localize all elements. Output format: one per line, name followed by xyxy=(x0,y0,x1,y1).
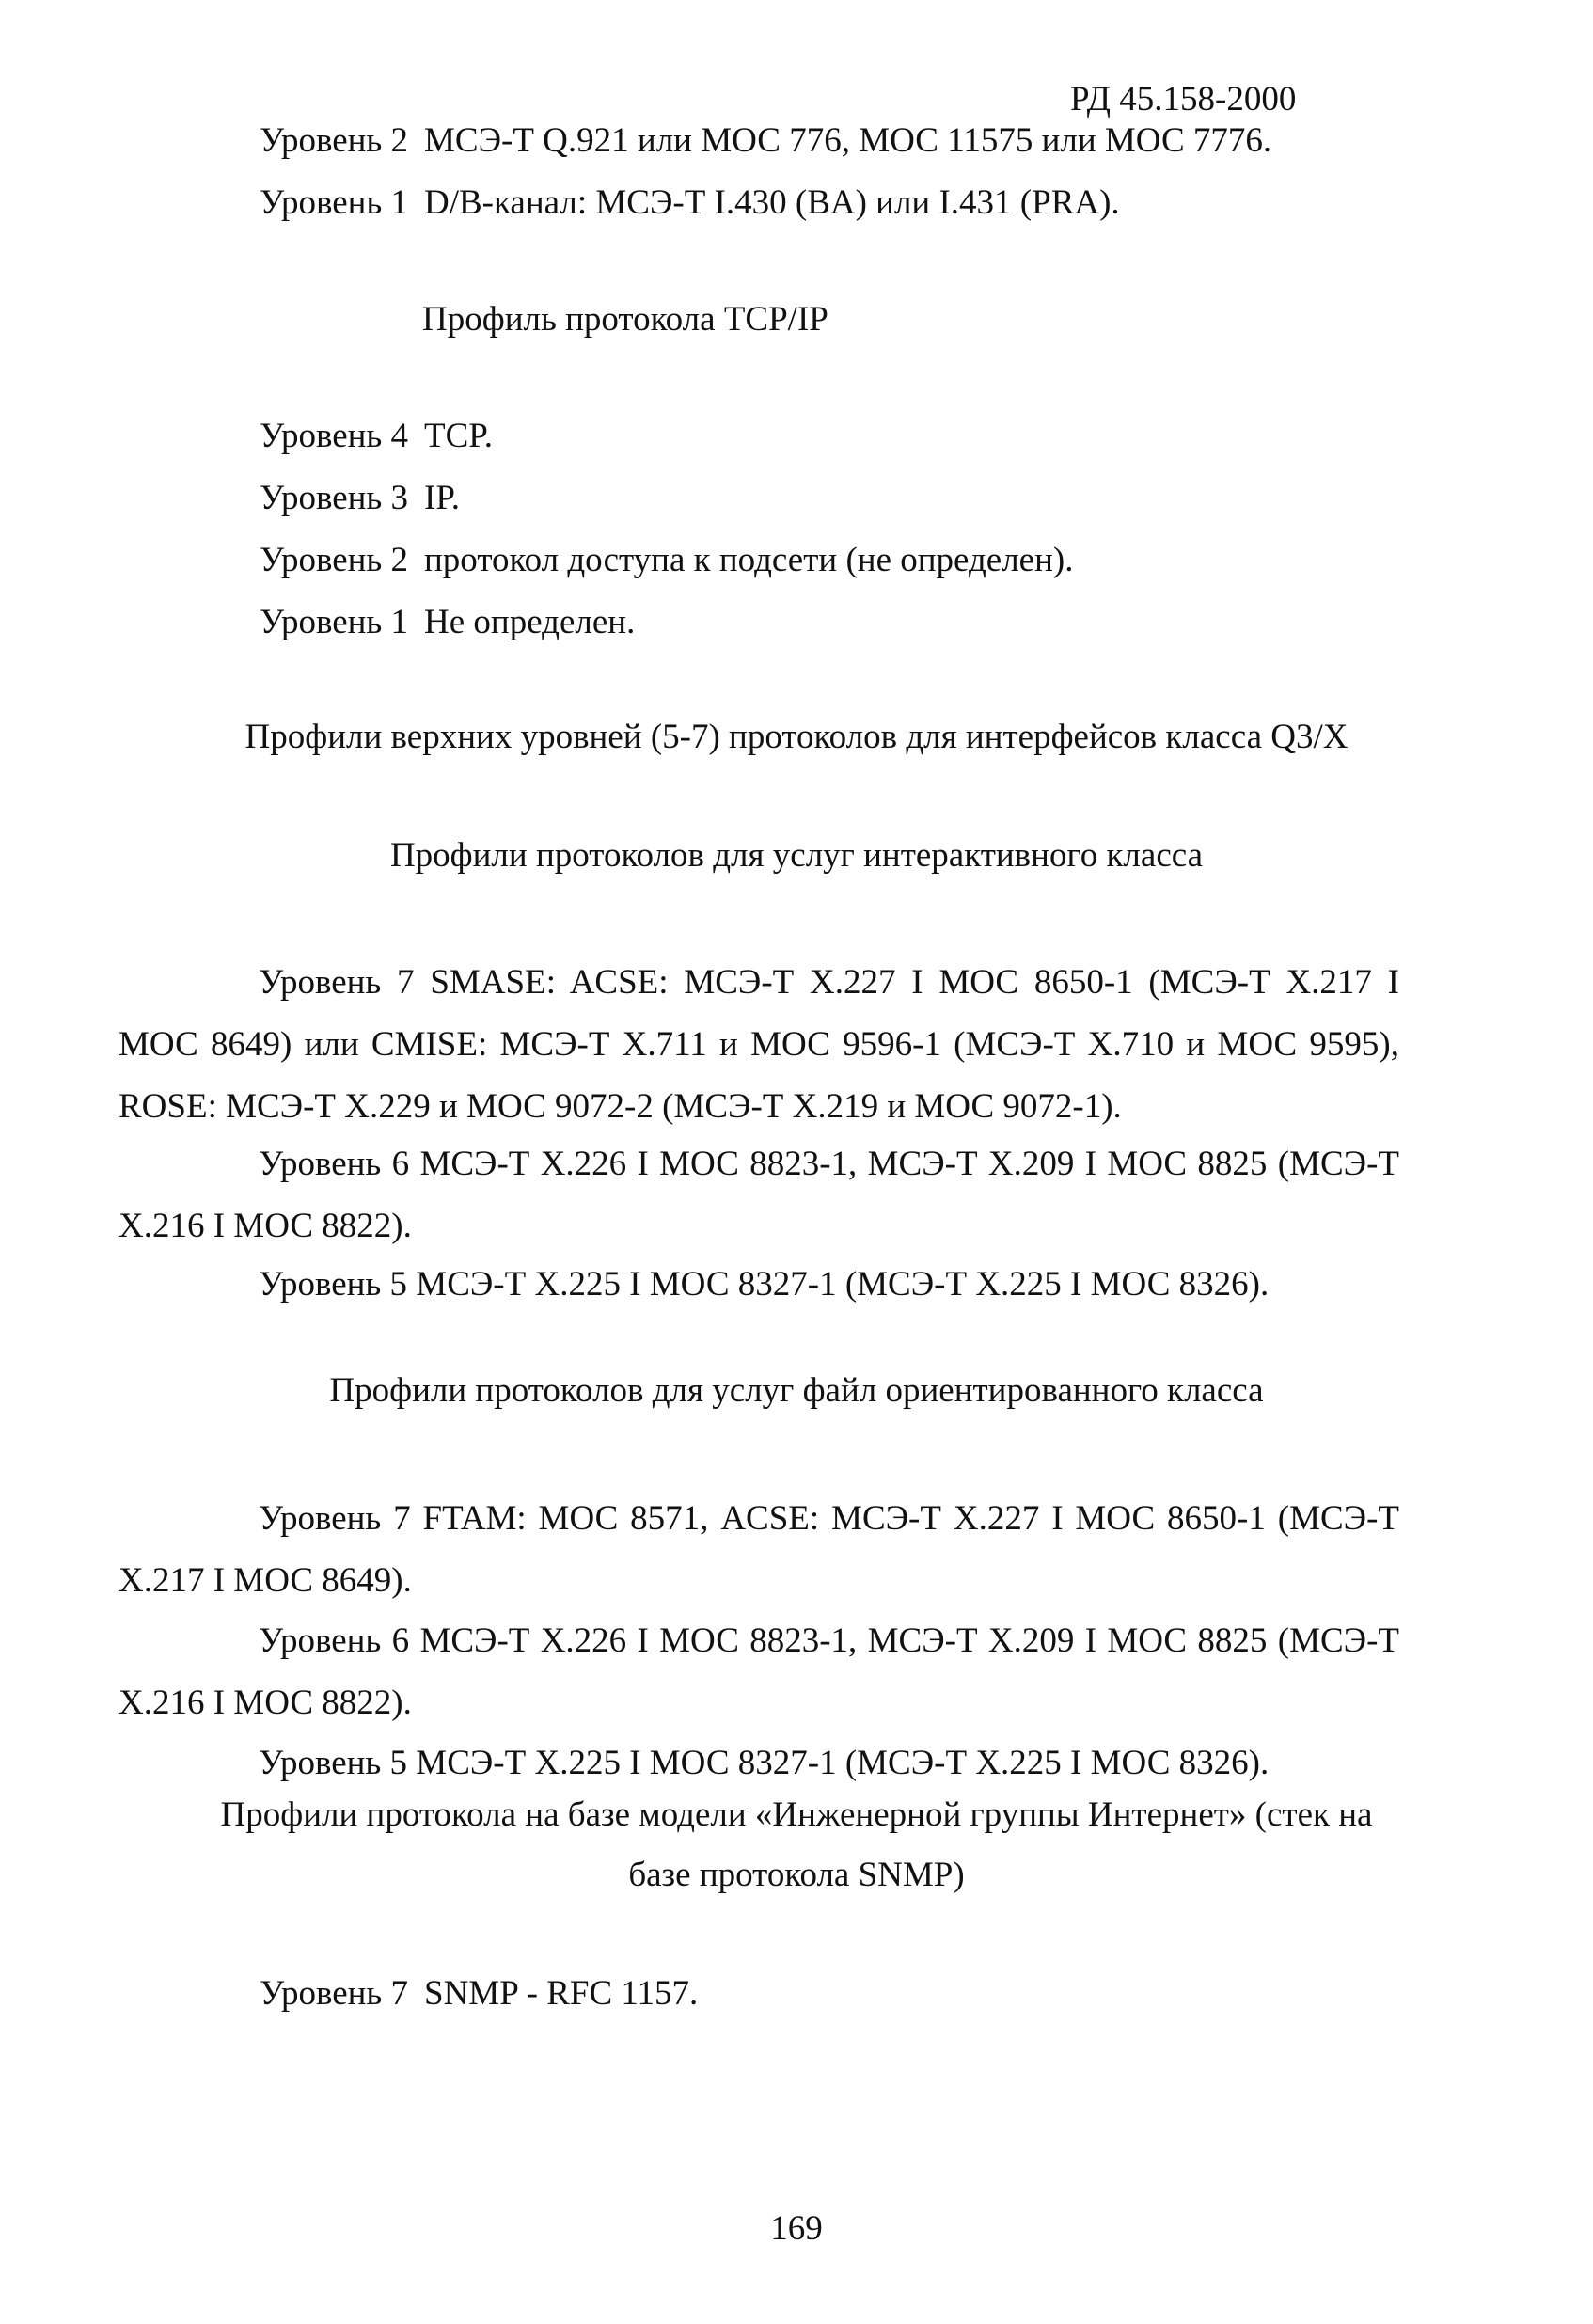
level-line xyxy=(260,120,1271,161)
level-text: IP. xyxy=(424,479,461,517)
level-text: Не определен. xyxy=(424,603,636,641)
section-title-ietf-line1: Профили протокола на базе модели «Инженерной группы Интернет» (стек на xyxy=(220,1795,1373,1834)
section-title-upper-levels: Профили верхних уровней (5-7) протоколов для интерфейсов класса Q3/X xyxy=(244,718,1349,756)
level-label: Уровень 2 xyxy=(260,541,409,579)
section-title-tcp-ip: Профиль протокола TCP/IP xyxy=(422,300,828,339)
level-text: D/B-канал: МСЭ-Т I.430 (BA) или I.431 (PRA). xyxy=(424,183,1120,222)
level-line xyxy=(260,540,1073,580)
level-label: Уровень 1 xyxy=(260,603,409,641)
page-number: 169 xyxy=(770,2209,823,2248)
level-line xyxy=(260,602,635,642)
level-text: МСЭ-Т Q.921 или МОС 776, МОС 11575 или МОС 7776. xyxy=(424,121,1272,160)
level-label: Уровень 1 xyxy=(260,183,409,222)
level-paragraph: Уровень 6 МСЭ-Т X.226 I МОС 8823-1, МСЭ-Т X.209 I МОС 8825 (МСЭ-Т X.216 I МОС 8822). xyxy=(118,1621,1399,1722)
level-paragraph: Уровень 5 МСЭ-Т X.225 I МОС 8327-1 (МСЭ-Т X.225 I МОС 8326). xyxy=(259,1744,1270,1782)
section-title-ietf-line2: базе протокола SNMP) xyxy=(628,1856,965,1894)
level-paragraph: Уровень 6 МСЭ-Т X.226 I МОС 8823-1, МСЭ-Т X.209 I МОС 8825 (МСЭ-Т X.216 I МОС 8822). xyxy=(118,1145,1399,1245)
level-label: Уровень 3 xyxy=(260,479,409,517)
level-text: SNMP - RFC 1157. xyxy=(424,1974,699,2013)
level-paragraph: Уровень 7 FTAM: МОС 8571, ACSE: МСЭ-Т X.227 I МОС 8650-1 (МСЭ-Т X.217 I МОС 8649). xyxy=(118,1499,1399,1600)
level-label: Уровень 2 xyxy=(260,121,409,160)
level-line xyxy=(260,182,1120,223)
section-title-interactive: Профили протоколов для услуг интерактивного класса xyxy=(389,836,1204,875)
level-text: протокол доступа к подсети (не определен). xyxy=(424,541,1074,579)
level-paragraph: Уровень 5 МСЭ-Т X.225 I МОС 8327-1 (МСЭ-Т X.225 I МОС 8326). xyxy=(259,1265,1270,1304)
level-line xyxy=(260,478,460,518)
level-paragraph: Уровень 7 SMASE: ACSE: МСЭ-Т X.227 I МОС 8650-1 (МСЭ-Т X.217 I МОС 8649) или CMISE: МСЭ-Т X.711 и МОС 9596-1 (МСЭ-Т X.710 и МОС 9595), ROSE: МСЭ-Т X.229 и МОС 9072-2 (МСЭ-Т X.219 и МОС 9072-1). xyxy=(118,963,1399,1126)
level-text: TCP. xyxy=(424,417,494,455)
level-line xyxy=(260,1973,698,2014)
section-title-file-oriented: Профили протоколов для услуг файл ориентированного класса xyxy=(329,1371,1264,1410)
document-code: РД 45.158-2000 xyxy=(1070,80,1297,119)
level-line xyxy=(260,416,493,456)
level-label: Уровень 4 xyxy=(260,417,409,455)
level-label: Уровень 7 xyxy=(260,1974,409,2013)
